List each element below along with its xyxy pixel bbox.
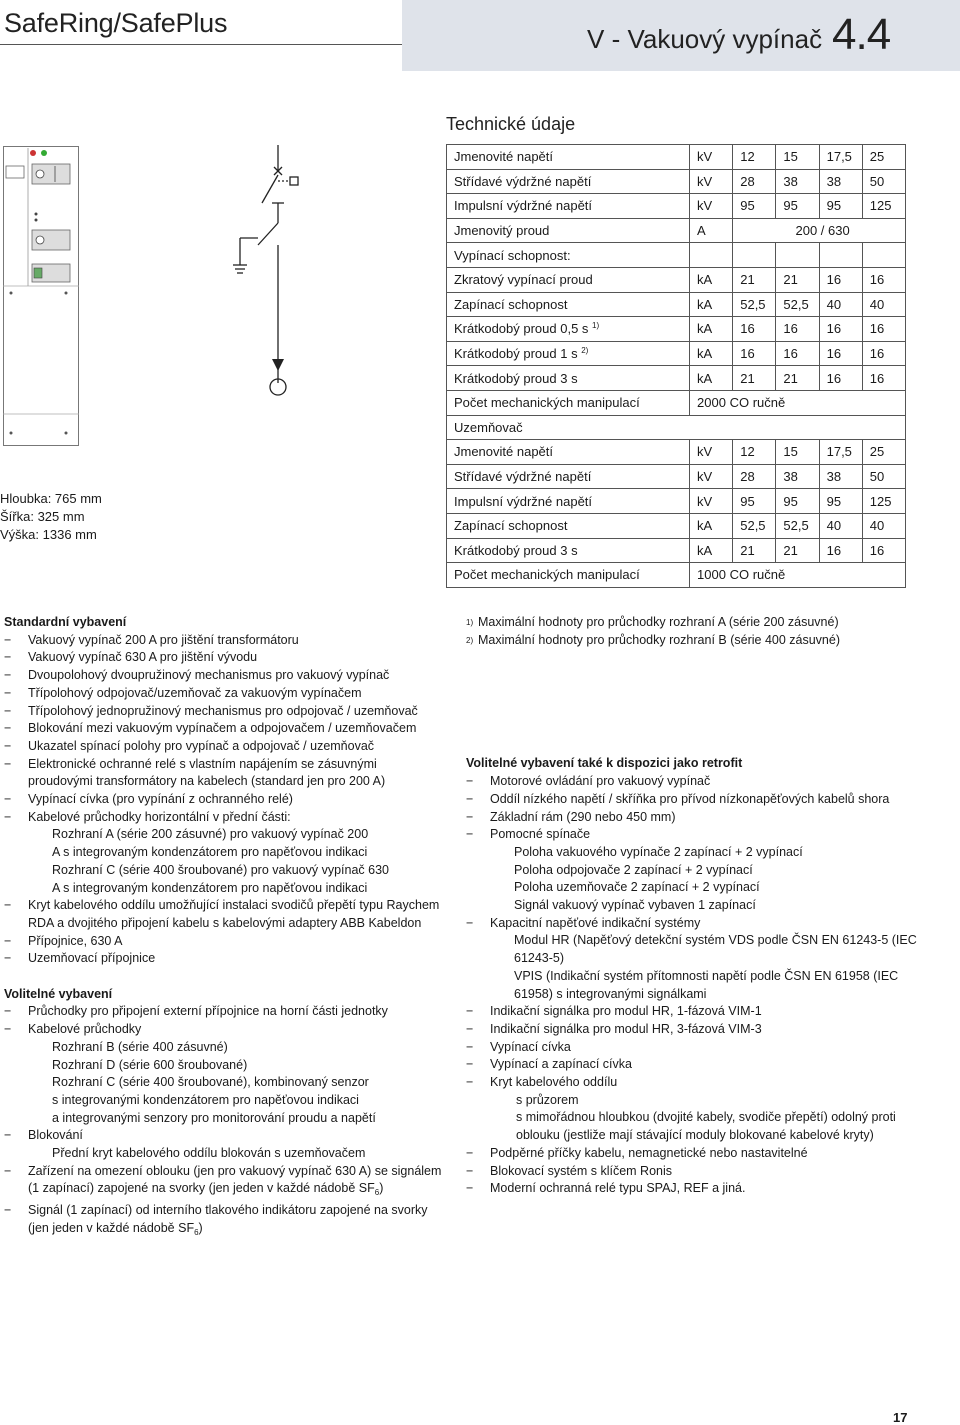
list-item xyxy=(4,844,444,862)
retrofit-heading: Volitelné vybavení také k dispozici jako retrofit xyxy=(466,756,743,771)
list-item xyxy=(4,667,444,685)
list-item xyxy=(4,756,444,791)
row-value: 12 xyxy=(733,145,776,170)
list-item xyxy=(4,897,444,932)
list-item-text: Kabelové průchodky horizontální v přední části: xyxy=(28,809,291,824)
row-value: 16 xyxy=(862,366,905,391)
list-item-text: Uzemňovací přípojnice xyxy=(28,951,156,966)
row-label xyxy=(447,218,690,243)
table-row xyxy=(447,366,906,391)
list-item-text: a integrovanými senzory pro monitorování proudu a napětí xyxy=(52,1110,376,1125)
table-row xyxy=(447,267,906,292)
row-label-text: Impulsní výdržné napětí xyxy=(454,198,593,214)
list-item-text: Indikační signálka pro modul HR, 1-fázová VIM-1 xyxy=(490,1004,762,1019)
list-item-text: Moderní ochranná relé typu SPAJ, REF a jiná. xyxy=(490,1181,746,1196)
row-unit: kA xyxy=(690,341,733,366)
table-row xyxy=(447,440,906,465)
row-label xyxy=(447,464,690,489)
row-label-text: Zapínací schopnost xyxy=(454,518,568,534)
list-item-text: Kryt kabelového oddílu umožňující instalaci svodičů přepětí typu Raychem RDA a dvojitého připojení kabelu s kabelovými adaptery ABB Kabeldon xyxy=(28,898,440,930)
list-item xyxy=(466,1092,926,1110)
row-value: 12 xyxy=(733,440,776,465)
footnotes xyxy=(466,614,926,649)
list-item-text: Třípolohový jednopružinový mechanismus pro odpojovač / uzemňovač xyxy=(28,703,418,718)
row-value: 15 xyxy=(776,145,819,170)
row-label-text: Střídavé výdržné napětí xyxy=(454,173,592,189)
row-label xyxy=(447,341,690,366)
row-value: 16 xyxy=(776,317,819,342)
row-span-value: 2000 CO ručně xyxy=(690,390,906,415)
row-label xyxy=(447,415,906,440)
row-value: 17,5 xyxy=(819,440,862,465)
row-label-text: Zkratový vypínací proud xyxy=(454,272,593,288)
list-item xyxy=(4,1021,444,1039)
row-value: 17,5 xyxy=(819,145,862,170)
table-row xyxy=(447,145,906,170)
row-label-text: Jmenovité napětí xyxy=(454,149,554,165)
row-value: 50 xyxy=(862,464,905,489)
list-item xyxy=(4,685,444,703)
row-value: 95 xyxy=(733,489,776,514)
list-item xyxy=(4,826,444,844)
list-item xyxy=(466,897,926,915)
list-item xyxy=(466,844,926,862)
list-item xyxy=(4,809,444,827)
list-item xyxy=(466,1056,926,1074)
row-label xyxy=(447,440,690,465)
row-value: 16 xyxy=(733,341,776,366)
header-rule xyxy=(0,44,402,45)
row-span-value: 1000 CO ručně xyxy=(690,563,906,588)
page-number: 17 xyxy=(893,1410,908,1425)
row-label-text: Jmenovité napětí xyxy=(454,444,554,460)
list-item-text: Poloha uzemňovače 2 zapínací + 2 vypínací xyxy=(514,880,760,895)
row-label-text: Krátkodobý proud 0,5 s xyxy=(454,321,589,337)
row-unit: kA xyxy=(690,366,733,391)
list-item-text: Základní rám (290 nebo 450 mm) xyxy=(490,809,676,824)
list-item-text: Modul HR (Napěťový detekční systém VDS podle ČSN EN 61243-5 (IEC 61243-5) xyxy=(514,933,917,966)
optional-heading: Volitelné vybavení xyxy=(4,986,113,1001)
row-label-text: Zapínací schopnost xyxy=(454,296,568,312)
row-value: 21 xyxy=(776,538,819,563)
row-value: 16 xyxy=(819,341,862,366)
list-item-text: Poloha vakuového vypínače 2 zapínací + 2 vypínací xyxy=(514,844,803,859)
row-value: 38 xyxy=(819,169,862,194)
list-item-text: Ukazatel spínací polohy pro vypínač a odpojovač / uzemňovač xyxy=(28,738,375,753)
row-label xyxy=(447,292,690,317)
row-value: 95 xyxy=(776,489,819,514)
row-value xyxy=(862,243,905,268)
row-value: 52,5 xyxy=(776,513,819,538)
row-label-text: Počet mechanických manipulací xyxy=(454,395,640,411)
retrofit-list xyxy=(466,773,926,1198)
single-line-schematic xyxy=(220,145,310,405)
row-value: 38 xyxy=(776,464,819,489)
row-value: 40 xyxy=(819,292,862,317)
list-item-text: Vakuový vypínač 630 A pro jištění vývodu xyxy=(28,650,258,665)
list-item-text: Vypínací a zapínací cívka xyxy=(490,1057,632,1072)
row-value: 40 xyxy=(819,513,862,538)
row-value: 16 xyxy=(776,341,819,366)
right-column xyxy=(466,614,926,1198)
list-item-text: Zařízení na omezení oblouku (jen pro vakuový vypínač 630 A) se signálem (1 zapínací) zapojené na svorky (jen jeden v každé nádobě SF xyxy=(28,1163,442,1196)
table-row xyxy=(447,243,906,268)
row-value: 21 xyxy=(733,538,776,563)
row-value: 125 xyxy=(862,489,905,514)
standard-equipment xyxy=(4,614,444,1242)
table-row xyxy=(447,538,906,563)
list-item-text: Kryt kabelového oddílu xyxy=(490,1075,618,1090)
row-label-text: Impulsní výdržné napětí xyxy=(454,493,593,509)
list-item-text: Blokování mezi vakuovým vypínačem a odpojovačem / uzemňovačem xyxy=(28,721,417,736)
list-item-text: Blokování xyxy=(28,1128,83,1143)
list-item-text: Rozhraní A (série 200 zásuvné) pro vakuový vypínač 200 xyxy=(52,827,369,842)
row-value: 16 xyxy=(819,317,862,342)
row-unit: kV xyxy=(690,169,733,194)
list-item-text: Vypínací cívka (pro vypínání z ochranného relé) xyxy=(28,792,293,807)
list-item-text: Rozhraní C (série 400 šroubované) pro vakuový vypínač 630 xyxy=(52,862,389,877)
list-item xyxy=(4,862,444,880)
list-item-text: Dvoupolohový dvoupružinový mechanismus pro vakuový vypínač xyxy=(28,668,390,683)
row-value: 95 xyxy=(776,194,819,219)
list-item-text: Kapacitní napěťové indikační systémy xyxy=(490,915,701,930)
row-label-text: Uzemňovač xyxy=(454,419,523,435)
list-item-text: Signál (1 zapínací) od interního tlakového indikátoru zapojené na svorky (jen jeden v každé nádobě SF xyxy=(28,1203,428,1235)
row-unit: kV xyxy=(690,440,733,465)
list-item xyxy=(466,968,926,1003)
list-item xyxy=(466,809,926,827)
row-value: 38 xyxy=(819,464,862,489)
table-row xyxy=(447,563,906,588)
row-label xyxy=(447,390,690,415)
table-row xyxy=(447,292,906,317)
row-label-text: Jmenovitý proud xyxy=(454,223,550,239)
subscript: 6 xyxy=(194,1227,199,1237)
list-item-text: Pomocné spínače xyxy=(490,827,591,842)
row-label xyxy=(447,489,690,514)
list-item-text: Poloha odpojovače 2 zapínací + 2 vypínací xyxy=(514,862,753,877)
table-row xyxy=(447,464,906,489)
chapter-title: V - Vakuový vypínač xyxy=(587,24,823,54)
row-value: 95 xyxy=(819,489,862,514)
header-box xyxy=(402,0,960,71)
row-value: 21 xyxy=(776,267,819,292)
row-label xyxy=(447,366,690,391)
table-row xyxy=(447,218,906,243)
list-item-text: Indikační signálka pro modul HR, 3-fázová VIM-3 xyxy=(490,1021,762,1036)
table-row xyxy=(447,489,906,514)
row-value: 52,5 xyxy=(733,513,776,538)
row-value: 16 xyxy=(862,538,905,563)
list-item-text: Podpěrné příčky kabelu, nemagnetické nebo nastavitelné xyxy=(490,1145,808,1160)
table-row xyxy=(447,341,906,366)
list-item xyxy=(466,1021,926,1039)
row-unit: kV xyxy=(690,464,733,489)
row-value: 16 xyxy=(819,366,862,391)
list-item xyxy=(466,879,926,897)
row-value: 16 xyxy=(819,267,862,292)
row-label xyxy=(447,317,690,342)
row-value: 25 xyxy=(862,440,905,465)
row-value: 52,5 xyxy=(733,292,776,317)
row-value: 40 xyxy=(862,292,905,317)
row-value: 21 xyxy=(776,366,819,391)
list-item xyxy=(466,791,926,809)
list-item xyxy=(4,1145,444,1163)
row-unit: kA xyxy=(690,538,733,563)
list-item-text: A s integrovaným kondenzátorem pro napěťovou indikaci xyxy=(52,880,368,895)
row-label xyxy=(447,194,690,219)
list-item-text: A s integrovaným kondenzátorem pro napěťovou indikaci xyxy=(52,845,368,860)
row-value: 40 xyxy=(862,513,905,538)
list-item xyxy=(4,703,444,721)
list-item-text: s mimořádnou hloubkou (dvojité kabely, svodiče přepětí) odolný proti oblouku (jestliže mají stávající moduly blokované kabelové kryty) xyxy=(516,1110,896,1143)
technical-data-table xyxy=(446,144,906,588)
table-row xyxy=(447,317,906,342)
footnote-ref: 1) xyxy=(592,321,600,331)
row-value: 16 xyxy=(819,538,862,563)
footnote xyxy=(466,614,926,632)
row-value xyxy=(776,243,819,268)
row-value: 95 xyxy=(733,194,776,219)
optional-list xyxy=(4,1003,444,1241)
row-unit: kA xyxy=(690,292,733,317)
list-item-text: s průzorem xyxy=(516,1092,579,1107)
section-title: Technické údaje xyxy=(446,114,576,134)
row-unit: kA xyxy=(690,317,733,342)
list-item-text: Přední kryt kabelového oddílu blokován s uzemňovačem xyxy=(52,1146,366,1161)
row-value: 125 xyxy=(862,194,905,219)
dimensions xyxy=(0,490,102,544)
list-item xyxy=(466,915,926,933)
footnote-text: Maximální hodnoty pro průchodky rozhraní B (série 400 zásuvné) xyxy=(478,632,840,647)
row-label-text: Vypínací schopnost: xyxy=(454,247,571,263)
list-item-text: Vypínací cívka xyxy=(490,1039,571,1054)
panel-front-drawing xyxy=(3,146,79,446)
row-label-text: Střídavé výdržné napětí xyxy=(454,469,592,485)
table-row xyxy=(447,390,906,415)
row-label-text: Počet mechanických manipulací xyxy=(454,567,640,583)
list-item-text: Motorové ovládání pro vakuový vypínač xyxy=(490,774,711,789)
row-label-text: Krátkodobý proud 1 s xyxy=(454,346,578,362)
header-left xyxy=(0,0,400,48)
list-item xyxy=(4,950,444,968)
row-span-value: 200 / 630 xyxy=(733,218,906,243)
list-item xyxy=(466,1163,926,1181)
row-label xyxy=(447,169,690,194)
row-value: 15 xyxy=(776,440,819,465)
row-value: 16 xyxy=(862,341,905,366)
row-value: 38 xyxy=(776,169,819,194)
list-item-text: Třípolohový odpojovač/uzemňovač za vakuovým vypínačem xyxy=(28,685,362,700)
list-item xyxy=(4,791,444,809)
row-value: 21 xyxy=(733,267,776,292)
row-value: 25 xyxy=(862,145,905,170)
list-item-text: Oddíl nízkého napětí / skříňka pro přívod nízkonapěťových kabelů shora xyxy=(490,791,890,806)
footnote-mark: 2) xyxy=(466,635,474,645)
row-label xyxy=(447,563,690,588)
list-item xyxy=(4,720,444,738)
list-item xyxy=(4,632,444,650)
list-item-text: s integrovanými kondenzátorem pro napěťovou indikaci xyxy=(52,1092,359,1107)
list-item-tail: ) xyxy=(379,1181,384,1196)
list-item-text: Kabelové průchodky xyxy=(28,1022,142,1037)
list-item xyxy=(466,1074,926,1092)
row-value xyxy=(733,243,776,268)
dimension-depth: Hloubka: 765 mm xyxy=(0,491,102,506)
row-unit xyxy=(690,243,733,268)
list-item xyxy=(4,880,444,898)
list-item xyxy=(4,738,444,756)
list-item-text: Rozhraní C (série 400 šroubované), kombinovaný senzor xyxy=(52,1075,369,1090)
list-item xyxy=(4,933,444,951)
list-item-text: Rozhraní D (série 600 šroubované) xyxy=(52,1057,248,1072)
row-value: 16 xyxy=(733,317,776,342)
list-item xyxy=(466,1145,926,1163)
list-item xyxy=(4,1127,444,1145)
list-item-text: Průchodky pro připojení externí přípojnice na horní části jednotky xyxy=(28,1004,388,1019)
list-item xyxy=(466,826,926,844)
table-row xyxy=(447,513,906,538)
list-item xyxy=(4,1163,444,1202)
list-item xyxy=(4,1057,444,1075)
list-item-text: Elektronické ochranné relé s vlastním napájením se zásuvnými proudovými transformátory na kabelech (standard jen pro 200 A) xyxy=(28,756,386,789)
list-item xyxy=(466,932,926,967)
row-label xyxy=(447,267,690,292)
list-item xyxy=(466,1039,926,1057)
row-value: 28 xyxy=(733,464,776,489)
row-unit: kA xyxy=(690,267,733,292)
row-value: 50 xyxy=(862,169,905,194)
list-item xyxy=(4,1003,444,1021)
row-value: 21 xyxy=(733,366,776,391)
table-row xyxy=(447,415,906,440)
list-item-tail: ) xyxy=(198,1220,203,1235)
row-unit: kV xyxy=(690,194,733,219)
list-item xyxy=(4,1202,444,1241)
row-label xyxy=(447,513,690,538)
row-value: 95 xyxy=(819,194,862,219)
list-item xyxy=(4,649,444,667)
footnote-mark: 1) xyxy=(466,618,474,627)
section-number: 4.4 xyxy=(832,10,891,59)
row-label xyxy=(447,145,690,170)
footnote-text: Maximální hodnoty pro průchodky rozhraní A (série 200 zásuvné) xyxy=(478,615,839,629)
list-item xyxy=(4,1074,444,1092)
row-label xyxy=(447,243,690,268)
row-unit: kV xyxy=(690,145,733,170)
subscript: 6 xyxy=(374,1188,380,1198)
list-item xyxy=(466,862,926,880)
table-row xyxy=(447,169,906,194)
list-item xyxy=(4,1110,444,1128)
list-item xyxy=(466,773,926,791)
footnote-ref: 2) xyxy=(581,346,589,356)
list-item xyxy=(466,1109,926,1144)
row-value: 16 xyxy=(862,267,905,292)
row-label-text: Krátkodobý proud 3 s xyxy=(454,542,578,558)
standard-heading: Standardní vybavení xyxy=(4,615,127,629)
row-value: 52,5 xyxy=(776,292,819,317)
row-label-text: Krátkodobý proud 3 s xyxy=(454,370,578,386)
list-item-text: Přípojnice, 630 A xyxy=(28,933,123,948)
list-item-text: Vakuový vypínač 200 A pro jištění transformátoru xyxy=(28,632,299,647)
list-item xyxy=(466,1180,926,1198)
footnote xyxy=(466,632,926,650)
row-value: 16 xyxy=(862,317,905,342)
row-unit: A xyxy=(690,218,733,243)
row-unit: kA xyxy=(690,513,733,538)
brand-title: SafeRing/SafePlus xyxy=(4,8,228,38)
row-unit: kV xyxy=(690,489,733,514)
standard-list xyxy=(4,632,444,968)
list-item xyxy=(466,1003,926,1021)
row-value xyxy=(819,243,862,268)
dimension-height: Výška: 1336 mm xyxy=(0,527,97,542)
list-item-text: Signál vakuový vypínač vybaven 1 zapínací xyxy=(514,898,756,913)
list-item xyxy=(4,1092,444,1110)
row-value: 28 xyxy=(733,169,776,194)
list-item-text: Blokovací systém s klíčem Ronis xyxy=(490,1163,672,1178)
row-label xyxy=(447,538,690,563)
table-row xyxy=(447,194,906,219)
list-item-text: VPIS (Indikační systém přítomnosti napětí podle ČSN EN 61958 (IEC 61958) s integrovanými signálkami xyxy=(514,968,899,1001)
list-item-text: Rozhraní B (série 400 zásuvné) xyxy=(52,1039,228,1054)
list-item xyxy=(4,1039,444,1057)
dimension-width: Šířka: 325 mm xyxy=(0,509,85,524)
